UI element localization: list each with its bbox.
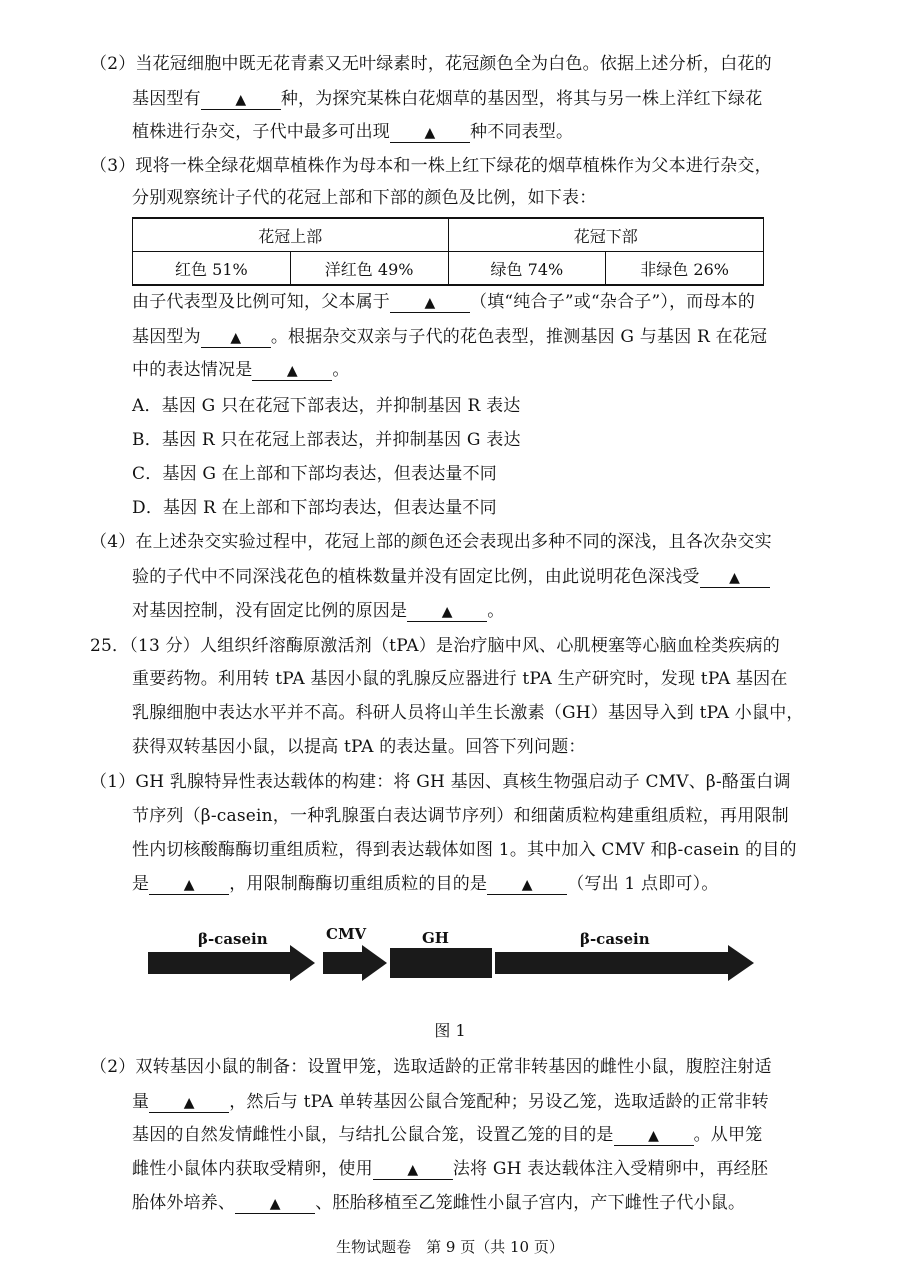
q25-line1: 25．（13 分）人组织纤溶酶原激活剂（tPA）是治疗脑中风、心肌梗塞等心脑血栓类疾病的 [90,636,780,656]
answer-blank[interactable]: ▲ [373,1161,453,1180]
q4-line1: （4）在上述杂交实验过程中，花冠上部的颜色还会表现出多种不同的深浅，且各次杂交实 [90,532,772,552]
q3-line4: 基因型为 ▲ 。根据杂交双亲与子代的花色表型，推测基因 G 与基因 R 在花冠 [132,327,768,347]
table-cell: 洋红色 49% [290,252,448,286]
q25-s2-line5: 胎体外培养、 ▲ 、胚胎移植至乙笼雌性小鼠子宫内，产下雌性子代小鼠。 [132,1193,746,1213]
table-cell: 红色 51% [133,252,291,286]
answer-blank[interactable]: ▲ [614,1127,694,1146]
option-d[interactable]: D．基因 R 在上部和下部均表达，但表达量不同 [132,498,497,518]
q3-line5: 中的表达情况是 ▲ 。 [132,360,350,380]
fig-label: GH [422,929,449,947]
table-cell: 绿色 74% [448,252,606,286]
q25-s1-line2: 节序列（β-casein，一种乳腺蛋白表达调节序列）和细菌质粒构建重组质粒，再用限制 [132,806,789,826]
q2-line2: 基因型有 ▲ 种，为探究某株白花烟草的基因型，将其与另一株上洋红下绿花 [132,89,763,109]
page-footer: 生物试题卷 第 9 页（共 10 页） [336,1238,564,1256]
gh-gene-segment [390,948,492,978]
fig-label: β-casein [580,930,650,948]
q25-s2-line3: 基因的自然发情雌性小鼠，与结扎公鼠合笼，设置乙笼的目的是 ▲ 。从甲笼 [132,1125,763,1145]
q2-line3: 植株进行杂交，子代中最多可出现 ▲ 种不同表型。 [132,122,574,142]
answer-blank[interactable]: ▲ [700,569,770,588]
q25-s2-line4: 雌性小鼠体内获取受精卵，使用 ▲ 法将 GH 表达载体注入受精卵中，再经胚 [132,1159,769,1179]
q25-line4: 获得双转基因小鼠，以提高 tPA 的表达量。回答下列问题： [132,737,586,757]
beta-casein-segment-left [148,945,315,981]
table-cell: 非绿色 26% [606,252,764,286]
q25-s1-line4: 是 ▲ ，用限制酶酶切重组质粒的目的是 ▲ （写出 1 点即可）。 [132,874,719,894]
answer-blank[interactable]: ▲ [201,91,281,110]
answer-blank[interactable]: ▲ [201,329,271,348]
table-header-upper: 花冠上部 [133,218,449,252]
expression-vector-diagram [140,925,760,995]
answer-blank[interactable]: ▲ [149,876,229,895]
q25-line3: 乳腺细胞中表达水平并不高。科研人员将山羊生长激素（GH）基因导入到 tPA 小鼠中， [132,703,804,723]
figure-caption: 图 1 [434,1021,466,1040]
q2-line1: （2）当花冠细胞中既无花青素又无叶绿素时，花冠颜色全为白色。依据上述分析，白花的 [90,54,772,74]
q3-line3: 由子代表型及比例可知，父本属于 ▲ （填“纯合子”或“杂合子”），而母本的 [132,292,756,312]
q25-s2-line2: 量 ▲ ，然后与 tPA 单转基因公鼠合笼配种；另设乙笼，选取适龄的正常非转 [132,1092,769,1112]
answer-blank[interactable]: ▲ [149,1094,229,1113]
fig-label: CMV [326,925,367,943]
q4-line3: 对基因控制，没有固定比例的原因是 ▲ 。 [132,601,505,621]
answer-blank[interactable]: ▲ [487,876,567,895]
q25-s1-line1: （1）GH 乳腺特异性表达载体的构建：将 GH 基因、真核生物强启动子 CMV、β-酪蛋白调 [90,772,791,792]
answer-blank[interactable]: ▲ [390,124,470,143]
answer-blank[interactable]: ▲ [390,294,470,313]
q3-line1: （3）现将一株全绿花烟草植株作为母本和一株上红下绿花的烟草植株作为父本进行杂交， [90,156,772,176]
option-a[interactable]: A．基因 G 只在花冠下部表达，并抑制基因 R 表达 [132,396,521,416]
answer-blank[interactable]: ▲ [407,603,487,622]
option-c[interactable]: C．基因 G 在上部和下部均表达，但表达量不同 [132,464,497,484]
q4-line2: 验的子代中不同深浅花色的植株数量并没有固定比例，由此说明花色深浅受 ▲ [132,565,770,589]
q3-line2: 分别观察统计子代的花冠上部和下部的颜色及比例，如下表： [132,188,597,208]
option-b[interactable]: B．基因 R 只在花冠上部表达，并抑制基因 G 表达 [132,430,521,450]
offspring-color-table [132,217,764,286]
q25-line2: 重要药物。利用转 tPA 基因小鼠的乳腺反应器进行 tPA 生产研究时，发现 tPA 基因在 [132,669,788,689]
fig-label: β-casein [198,930,268,948]
q25-s2-line1: （2）双转基因小鼠的制备：设置甲笼，选取适龄的正常非转基因的雌性小鼠，腹腔注射适 [90,1057,772,1077]
table-header-lower: 花冠下部 [448,218,764,252]
cmv-promoter-segment [323,945,387,981]
answer-blank[interactable]: ▲ [235,1195,315,1214]
q25-s1-line3: 性内切核酸酶酶切重组质粒，得到表达载体如图 1。其中加入 CMV 和β-casein 的目的 [132,840,797,860]
beta-casein-segment-right [495,945,754,981]
answer-blank[interactable]: ▲ [252,362,332,381]
